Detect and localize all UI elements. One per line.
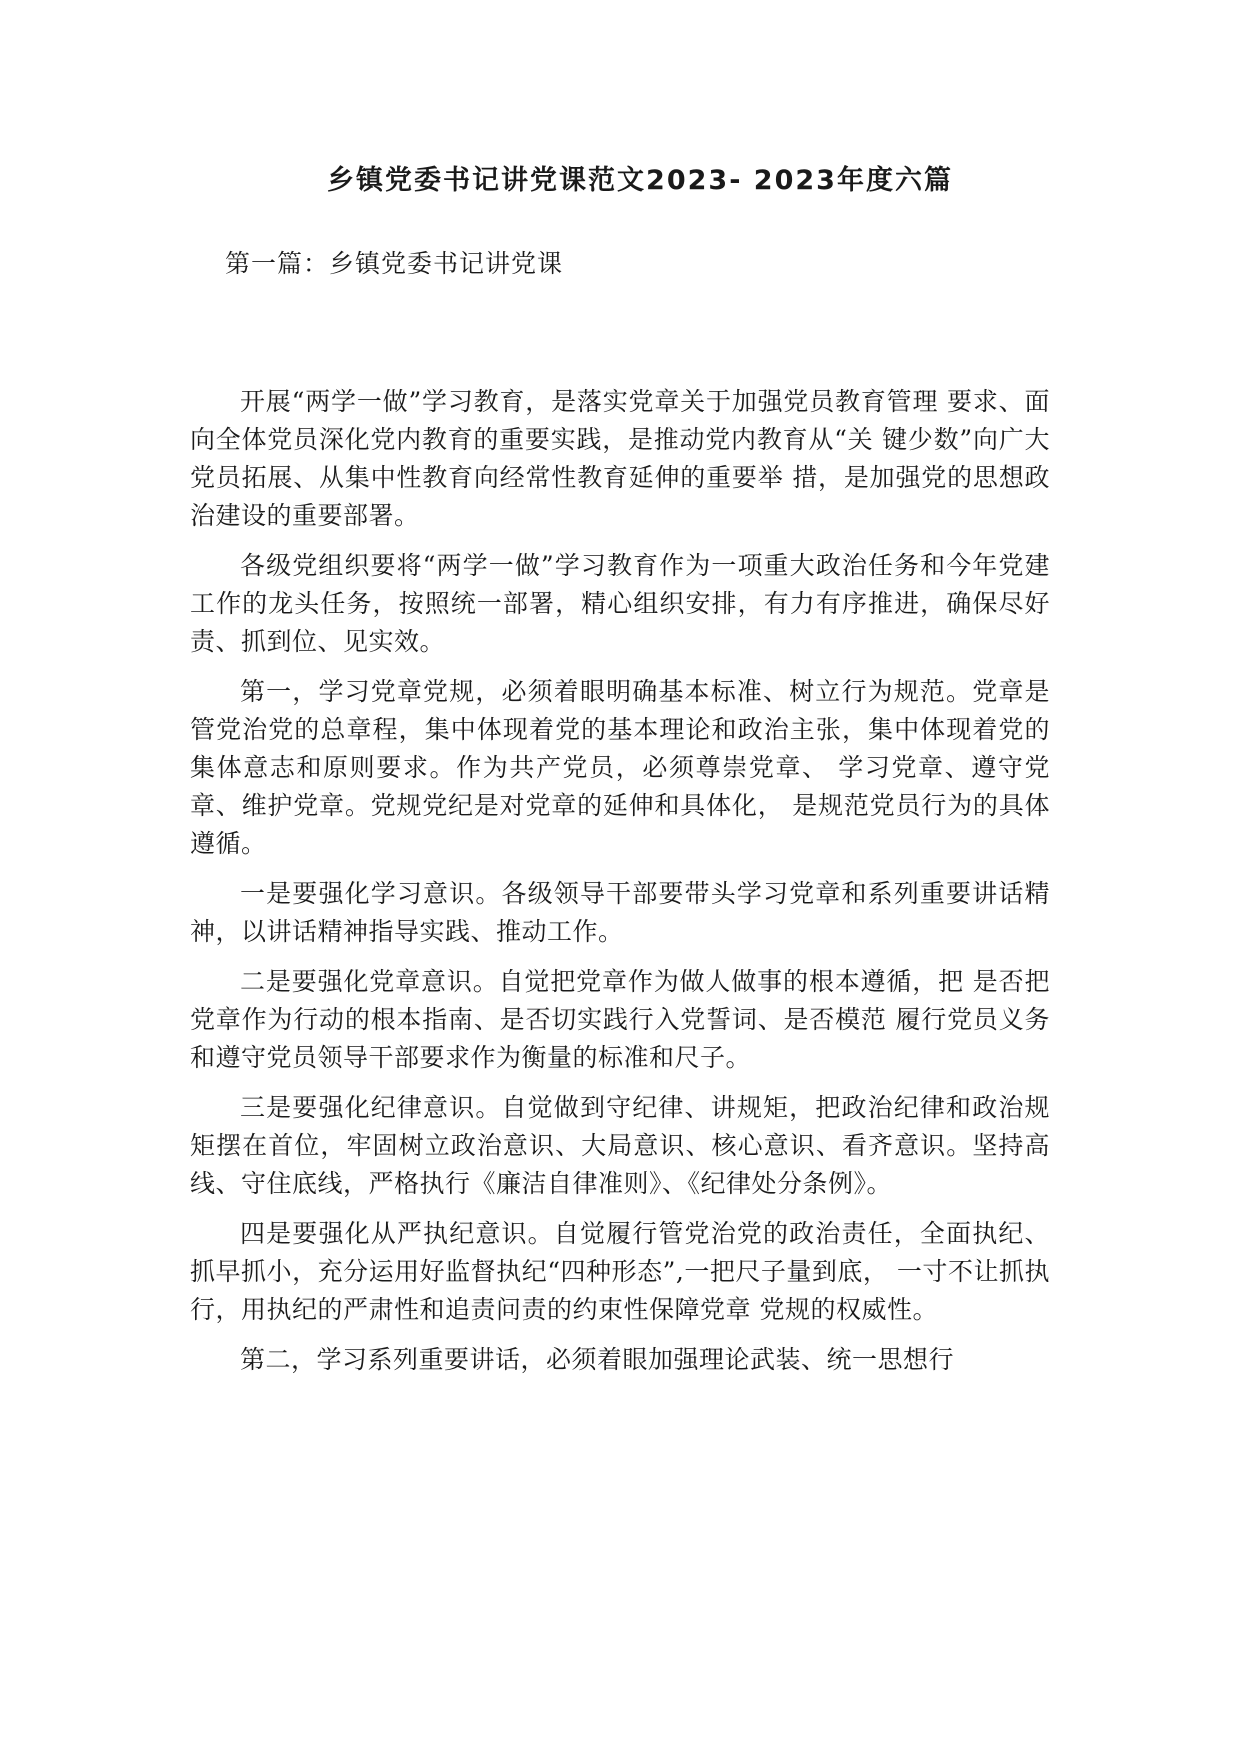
document-subtitle: 第一篇：乡镇党委书记讲党课: [225, 249, 564, 278]
paragraph-1: 开展“两学一做”学习教育，是落实党章关于加强党员教育管理 要求、面向全体党员深化党内教育的重要实践，是推动党内教育从“关 键少数”向广大党员拓展、从集中性教育向经常性教育延伸的重要举 措，是加强党的思想政治建设的重要部署。: [190, 387, 1050, 530]
paragraph-5: 二是要强化党章意识。自觉把党章作为做人做事的根本遵循，把 是否把党章作为行动的根本指南、是否切实践行入党誓词、是否模范 履行党员义务和遵守党员领导干部要求作为衡量的标准和尺子。: [190, 967, 1050, 1072]
document-body: [190, 383, 1050, 1391]
paragraph-2: 各级党组织要将“两学一做”学习教育作为一项重大政治任务和今年党建工作的龙头任务，按照统一部署，精心组织安排，有力有序推进，确保尽好责、抓到位、见实效。: [190, 551, 1050, 656]
paragraph-6: 三是要强化纪律意识。自觉做到守纪律、讲规矩，把政治纪律和政治规矩摆在首位，牢固树立政治意识、大局意识、核心意识、看齐意识。坚持高线、守住底线，严格执行《廉洁自律准则》、《纪律处分条例》。: [190, 1093, 1050, 1198]
paragraph-8: 第二，学习系列重要讲话，必须着眼加强理论武装、统一思想行: [240, 1345, 955, 1374]
paragraph-7: 四是要强化从严执纪意识。自觉履行管党治党的政治责任，全面执纪、抓早抓小，充分运用好监督执纪“四种形态”,一把尺子量到底， 一寸不让抓执行，用执纪的严肃性和追责问责的约束性保障党章 党规的权威性。: [190, 1219, 1050, 1324]
paragraph-4: 一是要强化学习意识。各级领导干部要带头学习党章和系列重要讲话精神，以讲话精神指导实践、推动工作。: [190, 879, 1050, 946]
document-title: 乡镇党委书记讲党课范文2023- 2023年度六篇: [327, 165, 953, 196]
paragraph-3: 第一，学习党章党规，必须着眼明确基本标准、树立行为规范。党章是管党治党的总章程，集中体现着党的基本理论和政治主张，集中体现着党的集体意志和原则要求。作为共产党员，必须尊崇党章、 学习党章、遵守党章、维护党章。党规党纪是对党章的延伸和具体化， 是规范党员行为的具体遵循。: [190, 677, 1050, 858]
